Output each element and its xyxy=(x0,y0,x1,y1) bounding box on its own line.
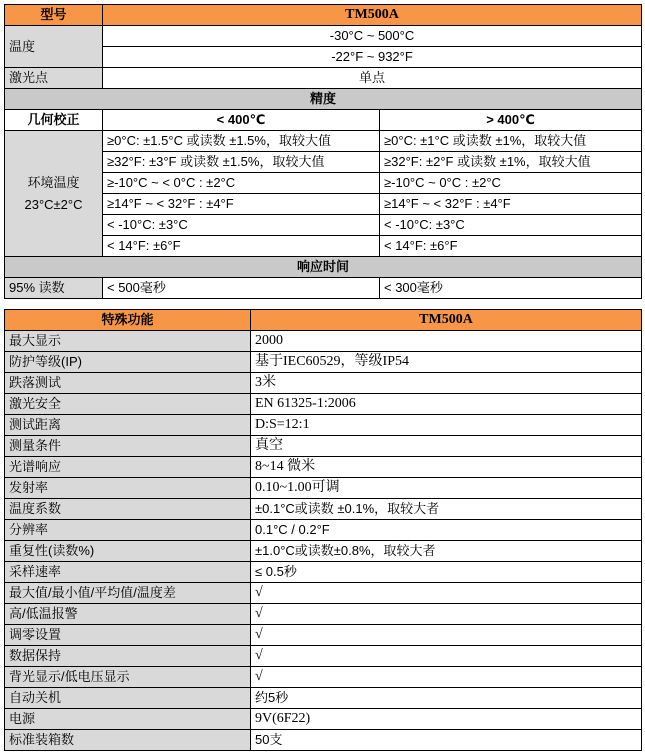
accuracy-above: < -10°C: ±3°C xyxy=(380,215,642,236)
feature-header-row xyxy=(5,310,642,331)
feature-value: 0.10~1.00可调 xyxy=(251,478,642,499)
accuracy-above: ≥-10°C ~ 0°C : ±2°C xyxy=(380,173,642,194)
check-mark-icon: √ xyxy=(251,646,642,667)
feature-label: 跌落测试 xyxy=(5,373,251,394)
feature-label: 激光安全 xyxy=(5,394,251,415)
accuracy-below: ≥32°F: ±3°F 或读数 ±1.5%，取较大值 xyxy=(103,152,380,173)
feature-label: 调零设置 xyxy=(5,625,251,646)
feature-row xyxy=(5,646,642,667)
accuracy-above: ≥32°F: ±2°F 或读数 ±1%，取较大值 xyxy=(380,152,642,173)
accuracy-below: ≥0°C: ±1.5°C 或读数 ±1.5%，取较大值 xyxy=(103,131,380,152)
feature-table xyxy=(4,309,642,751)
feature-value: ±1.0°C或读数±0.8%，取较大者 xyxy=(251,541,642,562)
feature-value: 50支 xyxy=(251,730,642,751)
feature-row xyxy=(5,730,642,751)
feature-label: 采样速率 xyxy=(5,562,251,583)
feature-label: 重复性(读数%) xyxy=(5,541,251,562)
feature-row xyxy=(5,436,642,457)
feature-row xyxy=(5,667,642,688)
feature-row xyxy=(5,373,642,394)
temperature-row-c xyxy=(5,26,642,47)
accuracy-title-row xyxy=(5,89,642,110)
feature-row xyxy=(5,478,642,499)
feature-value: 0.1°C / 0.2°F xyxy=(251,520,642,541)
feature-label: 防护等级(IP) xyxy=(5,352,251,373)
feature-label: 测量条件 xyxy=(5,436,251,457)
feature-value: EN 61325-1:2006 xyxy=(251,394,642,415)
feature-label: 背光显示/低电压显示 xyxy=(5,667,251,688)
accuracy-below: < -10°C: ±3°C xyxy=(103,215,380,236)
accuracy-title: 精度 xyxy=(5,89,642,110)
model-value: TM500A xyxy=(103,5,642,26)
feature-row xyxy=(5,331,642,352)
feature-label: 温度系数 xyxy=(5,499,251,520)
response-title: 响应时间 xyxy=(5,257,642,278)
feature-row xyxy=(5,688,642,709)
temperature-celsius: -30°C ~ 500°C xyxy=(103,26,642,47)
accuracy-above: < 14°F: ±6°F xyxy=(380,236,642,257)
accuracy-below: ≥-10°C ~ < 0°C : ±2°C xyxy=(103,173,380,194)
feature-row xyxy=(5,394,642,415)
response-title-row xyxy=(5,257,642,278)
feature-label: 分辨率 xyxy=(5,520,251,541)
feature-value: 约5秒 xyxy=(251,688,642,709)
feature-row xyxy=(5,625,642,646)
laser-point-row xyxy=(5,68,642,89)
response-label: 95% 读数 xyxy=(5,278,103,299)
response-row xyxy=(5,278,642,299)
feature-value: 9V(6F22) xyxy=(251,709,642,730)
feature-value: ±0.1°C或读数 ±0.1%，取较大者 xyxy=(251,499,642,520)
feature-row xyxy=(5,583,642,604)
geometry-above: > 400℃ xyxy=(380,110,642,131)
response-below: < 500毫秒 xyxy=(103,278,380,299)
feature-label: 标准装箱数 xyxy=(5,730,251,751)
laser-point-value: 单点 xyxy=(103,68,642,89)
model-label: 型号 xyxy=(5,5,103,26)
env-temp-label-line1: 环境温度 xyxy=(27,174,80,190)
feature-label: 测试距离 xyxy=(5,415,251,436)
spec-header-row xyxy=(5,5,642,26)
feature-label: 最大显示 xyxy=(5,331,251,352)
env-temp-label xyxy=(5,131,103,257)
feature-row xyxy=(5,709,642,730)
feature-label: 发射率 xyxy=(5,478,251,499)
feature-label: 高/低温报警 xyxy=(5,604,251,625)
geometry-row xyxy=(5,110,642,131)
feature-label: 电源 xyxy=(5,709,251,730)
feature-label: 数据保持 xyxy=(5,646,251,667)
feature-row xyxy=(5,415,642,436)
feature-label: 最大值/最小值/平均值/温度差 xyxy=(5,583,251,604)
feature-value: 2000 xyxy=(251,331,642,352)
accuracy-above: ≥14°F ~ < 32°F : ±4°F xyxy=(380,194,642,215)
env-temp-label-line2: 23°C±2°C xyxy=(24,196,83,212)
feature-label: 光谱响应 xyxy=(5,457,251,478)
check-mark-icon: √ xyxy=(251,604,642,625)
feature-header-model: TM500A xyxy=(251,310,642,331)
feature-row xyxy=(5,352,642,373)
temperature-fahrenheit: -22°F ~ 932°F xyxy=(103,47,642,68)
accuracy-above: ≥0°C: ±1°C 或读数 ±1%，取较大值 xyxy=(380,131,642,152)
feature-row xyxy=(5,541,642,562)
accuracy-row xyxy=(5,131,642,152)
feature-value: 基于IEC60529，等级IP54 xyxy=(251,352,642,373)
feature-value: ≤ 0.5秒 xyxy=(251,562,642,583)
feature-row xyxy=(5,604,642,625)
feature-value: D:S=12:1 xyxy=(251,415,642,436)
check-mark-icon: √ xyxy=(251,667,642,688)
feature-value: 真空 xyxy=(251,436,642,457)
response-above: < 300毫秒 xyxy=(380,278,642,299)
feature-row xyxy=(5,499,642,520)
check-mark-icon: √ xyxy=(251,583,642,604)
feature-value: 3米 xyxy=(251,373,642,394)
feature-row xyxy=(5,520,642,541)
feature-value: 8~14 微米 xyxy=(251,457,642,478)
feature-row xyxy=(5,562,642,583)
feature-label: 自动关机 xyxy=(5,688,251,709)
accuracy-below: < 14°F: ±6°F xyxy=(103,236,380,257)
feature-header-label: 特殊功能 xyxy=(5,310,251,331)
geometry-label: 几何校正 xyxy=(5,110,103,131)
temperature-label: 温度 xyxy=(5,26,103,68)
check-mark-icon: √ xyxy=(251,625,642,646)
laser-point-label: 激光点 xyxy=(5,68,103,89)
geometry-below: < 400℃ xyxy=(103,110,380,131)
spec-table xyxy=(4,4,642,299)
accuracy-below: ≥14°F ~ < 32°F : ±4°F xyxy=(103,194,380,215)
feature-row xyxy=(5,457,642,478)
